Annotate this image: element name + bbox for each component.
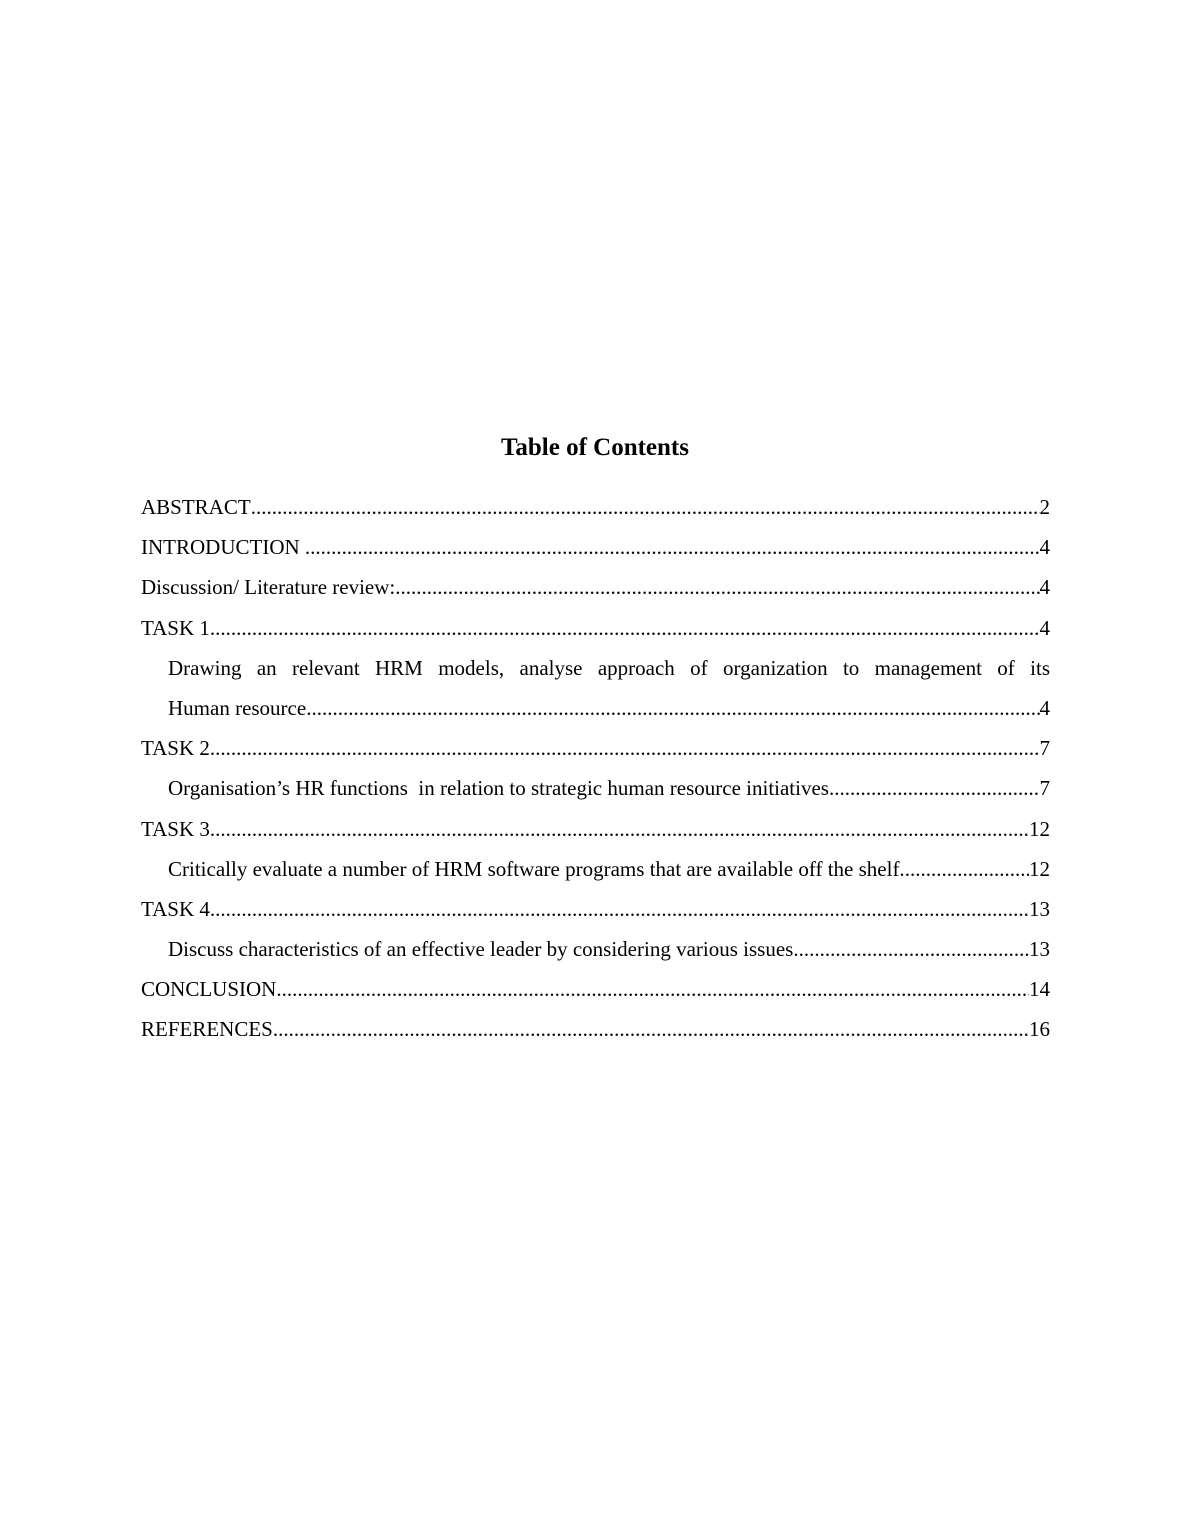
toc-entry-task-3[interactable]	[141, 809, 1050, 849]
toc-entry-label: TASK 1	[141, 615, 210, 640]
toc-entry-page: 4	[1039, 695, 1050, 720]
toc-list	[141, 487, 1050, 1050]
toc-entry-label: REFERENCES	[141, 1017, 273, 1042]
toc-entry-discussion[interactable]	[141, 567, 1050, 607]
dot-leader	[793, 929, 1029, 969]
toc-entry-label: INTRODUCTION	[141, 535, 305, 560]
toc-entry-abstract[interactable]	[141, 487, 1050, 527]
toc-entry-page: 14	[1029, 977, 1050, 1002]
toc-entry-label: TASK 2	[141, 736, 210, 761]
toc-entry-introduction[interactable]	[141, 527, 1050, 567]
toc-entry-page: 13	[1029, 896, 1050, 921]
toc-title: Table of Contents	[501, 434, 689, 461]
dot-leader	[210, 608, 1040, 648]
toc-entry-page: 4	[1039, 615, 1050, 640]
dot-leader	[210, 728, 1040, 768]
toc-entry-effective-leader[interactable]	[141, 929, 1050, 969]
dot-leader	[829, 768, 1040, 808]
toc-entry-task-2[interactable]	[141, 728, 1050, 768]
toc-entry-label: Discussion/ Literature review:	[141, 575, 396, 600]
dot-leader	[210, 809, 1029, 849]
toc-entry-page: 4	[1039, 575, 1050, 600]
toc-entry-hrm-software[interactable]	[141, 849, 1050, 889]
dot-leader	[210, 889, 1029, 929]
toc-entry-hr-functions[interactable]	[141, 768, 1050, 808]
toc-entry-label: Discuss characteristics of an effective leader by considering various issues	[168, 937, 794, 962]
toc-entry-label: Organisation’s HR functions in relation to strategic human resource initiatives	[168, 776, 829, 801]
toc-entry-task-4[interactable]	[141, 889, 1050, 929]
toc-entry-task-1[interactable]	[141, 608, 1050, 648]
toc-entry-page: 12	[1029, 816, 1050, 841]
toc-entry-label: CONCLUSION	[141, 977, 277, 1002]
toc-entry-line2	[168, 688, 1050, 728]
dot-leader	[905, 849, 1029, 889]
dot-leader	[305, 527, 1040, 567]
toc-entry-page: 13	[1029, 937, 1050, 962]
toc-entry-label-line1: Drawing an relevant HRM models, analyse approach of organization to management of its	[168, 655, 1050, 680]
toc-entry-label-line2: Human resource	[168, 695, 307, 720]
toc-entry-label: ABSTRACT	[141, 495, 251, 519]
dot-leader	[276, 969, 1029, 1009]
dot-leader	[273, 1009, 1029, 1049]
dot-leader	[395, 567, 1039, 607]
toc-entry-label: TASK 3	[141, 816, 210, 841]
toc-entry-conclusion[interactable]	[141, 969, 1050, 1009]
dot-leader	[251, 487, 1040, 527]
toc-entry-page: 4	[1039, 535, 1050, 560]
toc-entry-page: 7	[1039, 776, 1050, 801]
toc-entry-page: 12	[1029, 856, 1050, 881]
toc-entry-label: Critically evaluate a number of HRM software programs that are available off the shelf.	[168, 856, 905, 881]
toc-entry-page: 7	[1039, 736, 1050, 761]
toc-entry-page: 2	[1039, 495, 1050, 519]
toc-entry-references[interactable]	[141, 1009, 1050, 1049]
toc-entry-label: TASK 4	[141, 896, 210, 921]
toc-entry-page: 16	[1029, 1017, 1050, 1042]
toc-entry-hrm-models[interactable]	[141, 648, 1050, 728]
dot-leader	[306, 688, 1039, 728]
